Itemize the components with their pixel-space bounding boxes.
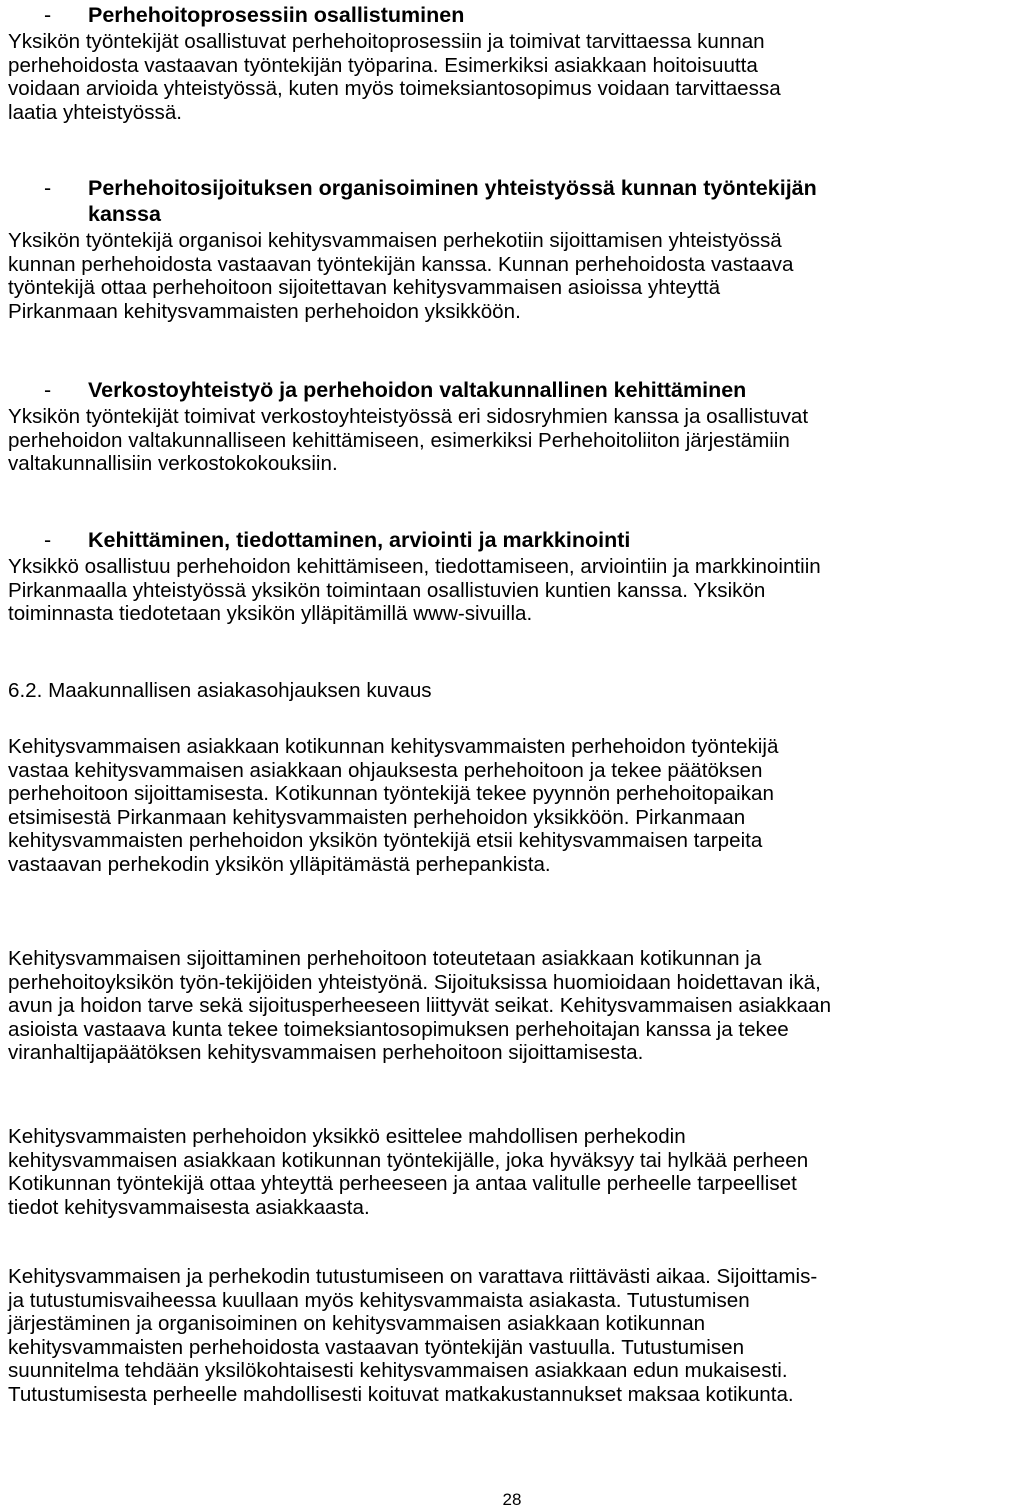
text-line: perhehoitoon sijoittamisesta. Kotikunnan työntekijä tekee pyynnön perhehoitopaikan	[8, 782, 774, 805]
text-line: Kehitysvammaisten perhehoidon yksikkö esittelee mahdollisen perhekodin	[8, 1125, 686, 1148]
body-paragraph	[0, 735, 1024, 876]
text-line: Kehitysvammaisen sijoittaminen perhehoitoon toteutetaan asiakkaan kotikunnan ja	[8, 947, 762, 970]
text-line: perhehoidosta vastaavan työntekijän työparina. Esimerkiksi asiakkaan hoitoisuutta	[8, 53, 758, 77]
section-heading	[0, 527, 1024, 553]
text-line: suunnitelma tehdään yksilökohtaisesti kehitysvammaisen asiakkaan edun mukaisesti.	[8, 1359, 788, 1382]
section-heading-text: Kehittäminen, tiedottaminen, arviointi ja markkinointi	[88, 528, 631, 552]
text-line: Yksikön työntekijät toimivat verkostoyhteistyössä eri sidosryhmien kanssa ja osallistuvat	[8, 405, 809, 428]
text-line: Kehitysvammaisen asiakkaan kotikunnan kehitysvammaisten perhehoidon työntekijä	[8, 735, 779, 758]
body-paragraph	[0, 1265, 1024, 1406]
section-paragraph	[0, 229, 1024, 323]
text-line: työntekijä ottaa perhehoitoon sijoitettavan kehitysvammaisen asioissa yhteyttä	[8, 276, 721, 299]
text-line: tiedot kehitysvammaisesta asiakkaasta.	[8, 1195, 370, 1219]
section-heading-text: Verkostoyhteistyö ja perhehoidon valtakunnallinen kehittäminen	[88, 378, 747, 402]
section-development-marketing	[0, 527, 1024, 626]
text-line: Yksikkö osallistuu perhehoidon kehittämiseen, tiedottamiseen, arviointiin ja markkinointiin	[8, 555, 821, 578]
text-line: ja tutustumisvaiheessa kuullaan myös kehitysvammaista asiakasta. Tutustumisen	[8, 1288, 750, 1312]
body-paragraph	[0, 1125, 1024, 1219]
list-dash: -	[44, 528, 52, 552]
text-line: kehitysvammaisten perhehoidon yksikön työntekijä etsii kehitysvammaisen tarpeita	[8, 829, 763, 852]
body-paragraph	[0, 947, 1024, 1065]
page-number: 28	[502, 1490, 522, 1509]
section-family-care-process	[0, 2, 1024, 124]
text-line: voidaan arvioida yhteistyössä, kuten myös toimeksiantosopimus voidaan tarvittaessa	[8, 77, 781, 100]
text-line: Pirkanmaalla yhteistyössä yksikön toimintaan osallistuvien kuntien kanssa. Yksikön	[8, 578, 766, 602]
text-line: perhehoitoyksikön työn-tekijöiden yhteistyönä. Sijoituksissa huomioidaan hoidettavan ikä,	[8, 970, 821, 994]
text-line: Kotikunnan työntekijä ottaa yhteyttä perheeseen ja antaa valitulle perheelle tarpeelliset	[8, 1172, 797, 1195]
text-line: etsimisestä Pirkanmaan kehitysvammaisten perhehoidon yksikköön. Pirkanmaan	[8, 805, 746, 829]
section-paragraph	[0, 555, 1024, 626]
text-line: viranhaltijapäätöksen kehitysvammaisen perhehoitoon sijoittamisesta.	[8, 1041, 644, 1064]
list-dash: -	[44, 3, 52, 27]
section-paragraph	[0, 30, 1024, 124]
section-placement-organization	[0, 175, 1024, 323]
text-line: Yksikön työntekijä organisoi kehitysvammaisen perhekotiin sijoittamisen yhteistyössä	[8, 229, 782, 252]
text-line: järjestäminen ja organisoiminen on kehitysvammaisen asiakkaan kotikunnan	[8, 1312, 706, 1335]
section-heading	[0, 2, 1024, 28]
text-line: Tutustumisesta perheelle mahdollisesti koituvat matkakustannukset maksaa kotikunta.	[8, 1382, 794, 1406]
text-line: perhehoidon valtakunnalliseen kehittämiseen, esimerkiksi Perhehoitoliiton järjestämiin	[8, 428, 790, 452]
text-line: Kehitysvammaisen ja perhekodin tutustumiseen on varattava riittävästi aikaa. Sijoittamis-	[8, 1265, 818, 1288]
text-line: vastaavan perhekodin yksikön ylläpitämästä perhepankista.	[8, 852, 551, 876]
text-line: kunnan perhehoidosta vastaavan työntekijän kanssa. Kunnan perhehoidosta vastaava	[8, 252, 794, 276]
text-line: kehitysvammaisten perhehoidosta vastaavan työntekijän vastuulla. Tutustumisen	[8, 1335, 745, 1359]
section-heading-text: Perhehoitoprosessiin osallistuminen	[88, 3, 465, 27]
text-line: Yksikön työntekijät osallistuvat perhehoitoprosessiin ja toimivat tarvittaessa kunnan	[8, 30, 765, 53]
text-line: laatia yhteistyössä.	[8, 100, 182, 124]
section-paragraph	[0, 405, 1024, 476]
text-line: vastaa kehitysvammaisen asiakkaan ohjauksesta perhehoitoon ja tekee päätöksen	[8, 758, 763, 782]
section-network-cooperation	[0, 377, 1024, 476]
text-line: toiminnasta tiedotetaan yksikön ylläpitämillä www-sivuilla.	[8, 602, 533, 625]
section-heading	[0, 377, 1024, 403]
section-heading	[0, 175, 1024, 227]
section-heading-text: Perhehoitosijoituksen organisoiminen yhteistyössä kunnan työntekijän	[88, 176, 817, 200]
subsection-heading: 6.2. Maakunnallisen asiakasohjauksen kuvaus	[8, 679, 432, 702]
text-line: valtakunnallisiin verkostokokouksiin.	[8, 452, 338, 475]
text-line: asioista vastaava kunta tekee toimeksiantosopimuksen perhehoitajan kanssa ja tekee	[8, 1017, 789, 1041]
text-line: avun ja hoidon tarve sekä sijoitusperheeseen liittyvät seikat. Kehitysvammaisen asiakkaan	[8, 994, 832, 1017]
list-dash: -	[44, 176, 52, 200]
text-line: Pirkanmaan kehitysvammaisten perhehoidon yksikköön.	[8, 299, 521, 323]
list-dash: -	[44, 378, 52, 402]
text-line: kehitysvammaisen asiakkaan kotikunnan työntekijälle, joka hyväksyy tai hylkää perheen	[8, 1148, 809, 1172]
section-heading-text: kanssa	[88, 202, 161, 226]
